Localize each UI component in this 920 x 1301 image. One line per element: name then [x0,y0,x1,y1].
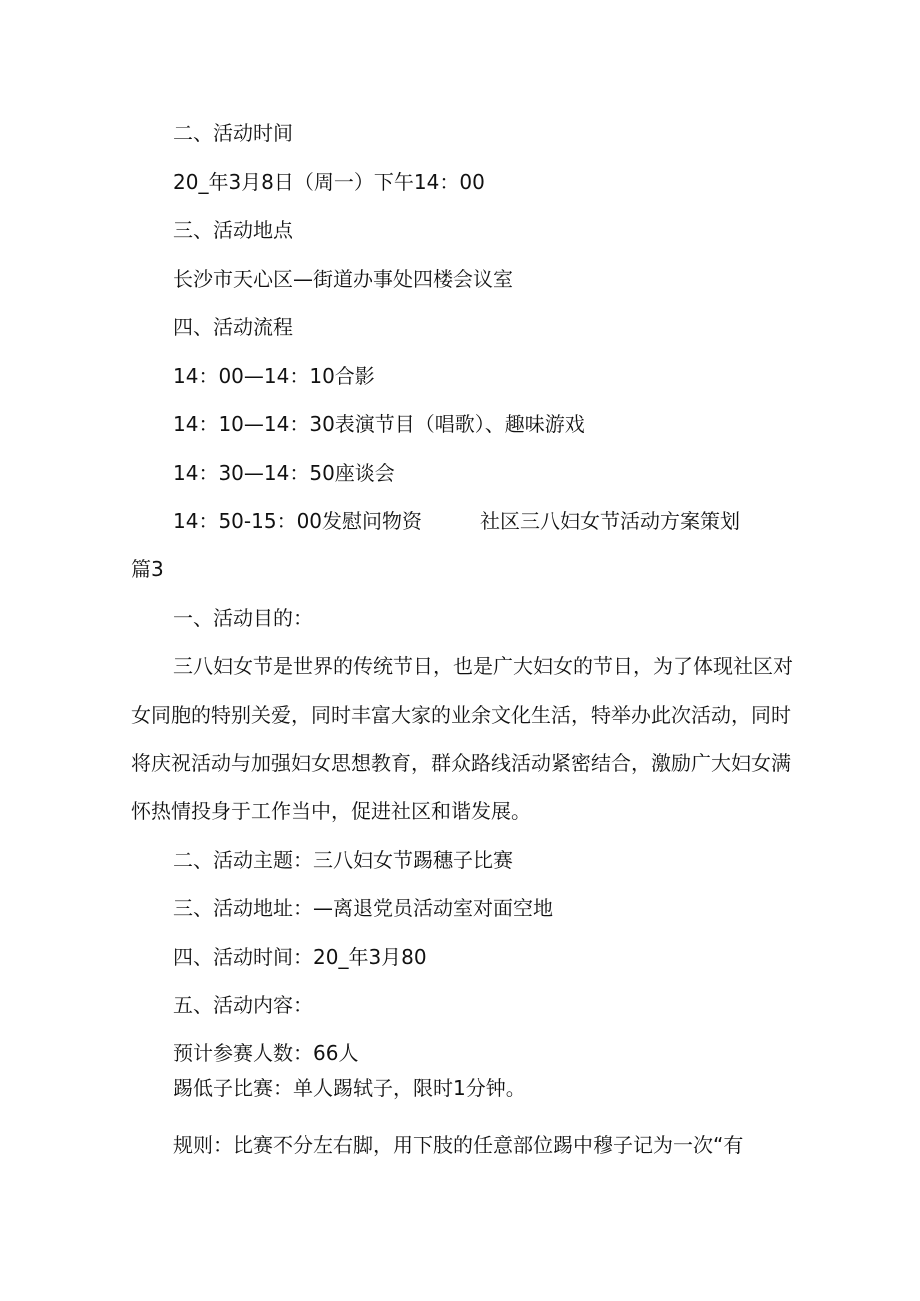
process-step-4: 14：50-15：00发慰问物资 [173,509,423,533]
purpose-paragraph-line-1: 三八妇女节是世界的传统节日，也是广大妇女的节日，为了体现社区对 [173,654,793,678]
competition-description: 踢低子比赛：单人踢轼子，限时1分钟。 [173,1076,526,1100]
section-heading-content: 五、活动内容： [173,993,313,1017]
process-step-3: 14：30—14：50座谈会 [173,461,395,485]
section-heading-purpose: 一、活动目的： [173,606,313,630]
activity-theme: 二、活动主题：三八妇女节踢穗子比赛 [173,848,513,872]
participant-count: 预计参赛人数：66人 [173,1041,359,1065]
section-heading-location: 三、活动地点 [173,218,293,242]
section-heading-time: 二、活动时间 [173,121,293,145]
purpose-paragraph-line-2: 女同胞的特别关爱，同时丰富大家的业余文化生活，特举办此次活动，同时 [131,703,791,727]
plan-title-continuation: 篇3 [131,557,164,581]
process-step-1: 14：00—14：10合影 [173,364,375,388]
process-step-2: 14：10—14：30表演节目（唱歌）、趣味游戏 [173,412,585,436]
activity-address: 三、活动地址：—离退党员活动室对面空地 [173,896,553,920]
activity-time: 四、活动时间：20_年3月80 [173,945,427,969]
activity-location: 长沙市天心区—街道办事处四楼会议室 [173,267,513,291]
activity-datetime: 20_年3月8日（周一）下午14：00 [173,170,485,194]
plan-title: 社区三八妇女节活动方案策划 [480,509,741,533]
purpose-paragraph-line-4: 怀热情投身于工作当中，促进社区和谐发展。 [131,799,531,823]
section-heading-process: 四、活动流程 [173,315,293,339]
process-step-4-with-title [173,509,740,533]
purpose-paragraph-line-3: 将庆祝活动与加强妇女思想教育，群众路线活动紧密结合，激励广大妇女满 [131,751,791,775]
competition-rules: 规则：比赛不分左右脚，用下肢的任意部位踢中穆子记为一次“有 [173,1133,744,1157]
